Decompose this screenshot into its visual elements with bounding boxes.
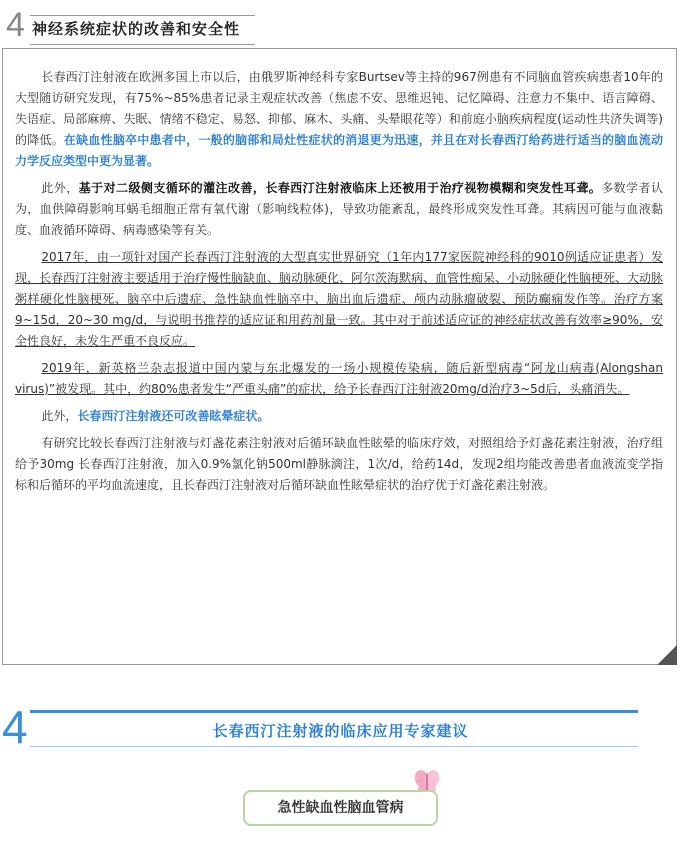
paragraph-5-lead: 此外， [41,409,78,423]
section-title: 神经系统症状的改善和安全性 [32,20,241,38]
section-2-top-rule [30,710,638,713]
content-card [2,48,677,665]
paragraph-1-text: 长春西汀注射液在欧洲多国上市以后，由俄罗斯神经科专家Burtsev等主持的967例患有不同脑血管疾病患者10年的大型随访研究发现，有75%~85%患者记录主观症状改善（焦虑不安、思维迟钝、记忆障碍、注意力不集中、语言障碍、失语症、局部麻痹、失眠、情绪不稳定、易怒、抑郁、麻木、头痛、头晕眼花等）和前庭小脑疾病程度(运动性共济失调等)的降低。 [15,70,663,147]
paragraph-2-text: 多数学者认为，血供障碍影响耳蜗毛细胞正常有氧代谢（影响线粒体)，导致功能紊乱，最终形成突发性耳聋。其病因可能与血液黏度、血液循环障碍、病毒感染等有关。 [15,181,663,237]
category-tag-label: 急性缺血性脑血管病 [243,790,438,826]
section-2-title: 长春西汀注射液的临床应用专家建议 [212,722,469,740]
section-2-bottom-rule [30,746,638,747]
section-2-heading [0,702,681,752]
paragraph-1-highlight: 在缺血性脑卒中患者中，一般的脑部和局灶性症状的消退更为迅速，并且在对长春西汀给药进行适当的脑血流动力学反应类型中更为显著。 [15,133,663,168]
heading-top-rule [30,15,255,16]
paragraph-2-lead: 此外， [41,181,79,195]
section-number: 4 [6,6,25,44]
section-heading [4,6,254,44]
paragraph-6: 有研究比较长春西汀注射液与灯盏花素注射液对后循环缺血性眩晕的临床疗效，对照组给予灯盏花素注射液，治疗组给予30mg 长春西汀注射液，加入0.9%氯化钠500ml静脉滴注，1次/d，给药14d，发现2组均能改善患者血液流变学指标和后循环的平均血流速度，且长春西汀注射液对后循环缺血性眩晕症状的治疗优于灯盏花素注射液。 [15,436,663,492]
paragraph-3: 2017年，由一项针对国产长春西汀注射液的大型真实世界研究（1年内177家医院神经科的9010例适应证患者）发现，长春西汀注射液主要适用于治疗慢性脑缺血、脑动脉硬化、阿尔茨海默病、血管性痴呆、小动脉硬化性脑梗死、大动脉粥样硬化性脑梗死、脑卒中后遗症、急性缺血性脑卒中、脑出血后遗症、颅内动脉瘤破裂、预防癫痫发作等。治疗方案9~15d，20~30 mg/d，与说明书推荐的适应证和用药剂量一致。其中对于前述适应证的神经症状改善有效率≥90%，安全性良好，未发生严重不良反应。 [15,250,664,348]
paragraph-5 [15,406,663,427]
page-curl-corner [657,645,677,665]
heading-bottom-rule [30,44,255,45]
paragraph-1 [15,67,663,172]
category-tag [243,790,438,828]
paragraph-4: 2019年，新英格兰杂志报道中国内蒙与东北爆发的一场小规模传染病，随后新型病毒“阿龙山病毒(Alongshan virus)”被发现。其中，约80%患者发生“严重头痛”的症状，给予长春西汀注射液20mg/d治疗3~5d后，头痛消失。 [15,361,663,396]
section-2-number: 4 [2,701,28,753]
paragraph-2-bold: 基于对二级侧支循环的灌注改善，长春西汀注射液临床上还被用于治疗视物模糊和突发性耳聋。 [78,181,602,195]
article-body [15,67,663,502]
paragraph-2 [15,178,663,241]
paragraph-5-highlight: 长春西汀注射液还可改善眩晕症状。 [77,409,270,423]
